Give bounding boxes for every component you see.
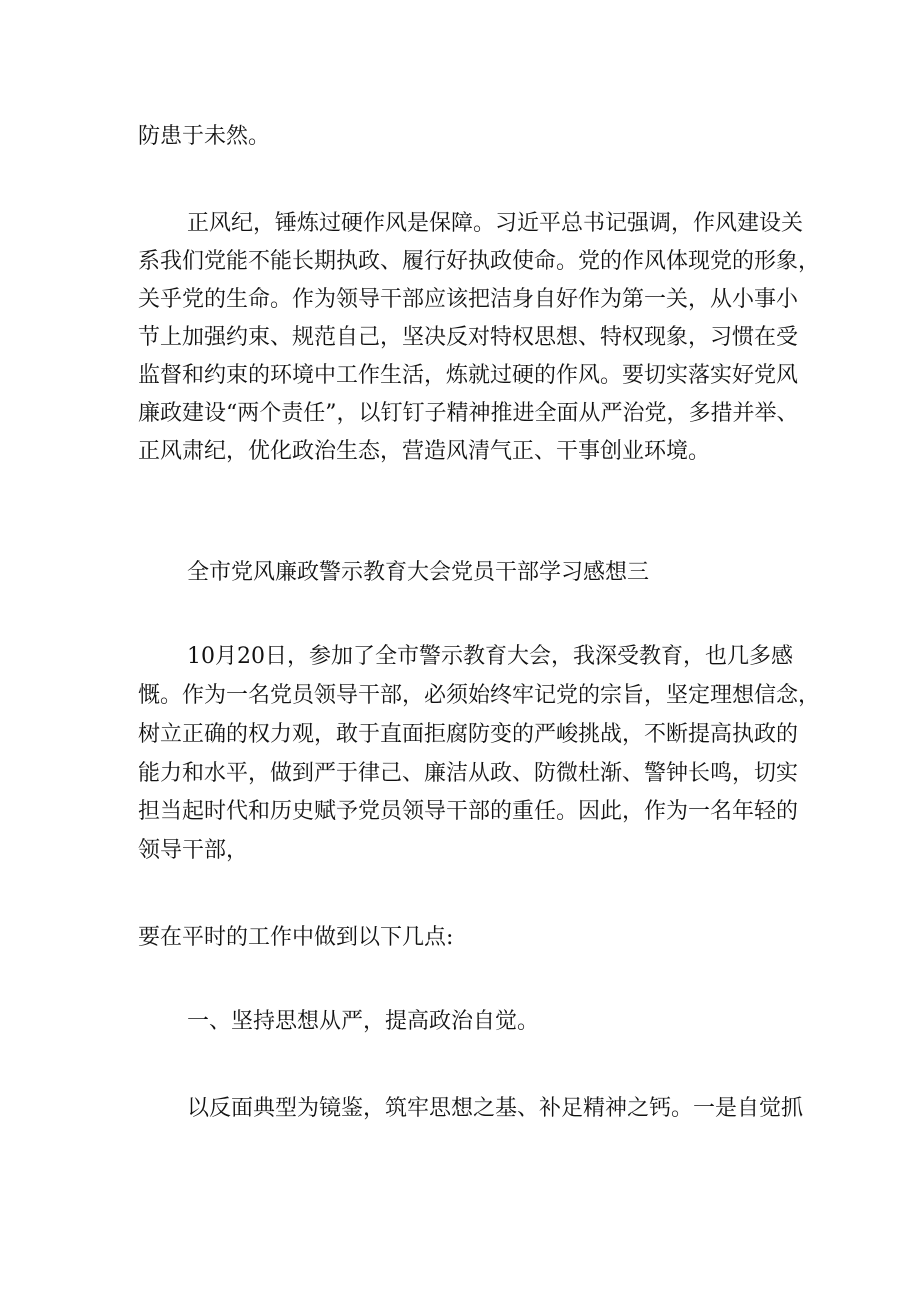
numbered-heading: 一、坚持思想从严，提高政治自觉。 xyxy=(187,1009,540,1034)
paragraph-line: 系我们党能不能长期执政、履行好执政使命。党的作风体现党的形象， xyxy=(138,249,821,274)
paragraph-line: 以反面典型为镜鉴，筑牢思想之基、补足精神之钙。一是自觉抓 xyxy=(187,1096,804,1121)
paragraph-line: 要在平时的工作中做到以下几点: xyxy=(138,925,454,950)
paragraph-line: 正风纪，锤炼过硬作风是保障。习近平总书记强调，作风建设关 xyxy=(187,211,804,236)
section-title: 全市党风廉政警示教育大会党员干部学习感想三 xyxy=(187,560,650,585)
paragraph-line: 慨。作为一名党员领导干部，必须始终牢记党的宗旨，坚定理想信念， xyxy=(138,683,821,708)
paragraph-line: 关乎党的生命。作为领导干部应该把洁身自好作为第一关，从小事小 xyxy=(138,287,799,312)
paragraph-line: 廉政建设“两个责任”，以钉钉子精神推进全面从严治党，多措并举、 xyxy=(138,401,799,426)
paragraph-line: 树立正确的权力观，敢于直面拒腐防变的严峻挑战，不断提高执政的 xyxy=(138,722,799,747)
paragraph-line: 监督和约束的环境中工作生活，炼就过硬的作风。要切实落实好党风 xyxy=(138,363,799,388)
paragraph-line: 担当起时代和历史赋予党员领导干部的重任。因此，作为一名年轻的 xyxy=(138,799,799,824)
paragraph-line: 节上加强约束、规范自己，坚决反对特权思想、特权现象，习惯在受 xyxy=(138,325,799,350)
paragraph-line: 能力和水平，做到严于律己、廉洁从政、防微杜渐、警钟长鸣，切实 xyxy=(138,761,799,786)
paragraph-line: 10月20日，参加了全市警示教育大会，我深受教育，也几多感 xyxy=(187,644,793,669)
paragraph-line: 领导干部， xyxy=(138,838,249,863)
paragraph-line: 防患于未然。 xyxy=(138,124,271,149)
paragraph-line: 正风肃纪，优化政治生态，营造风清气正、干事创业环境。 xyxy=(138,439,711,464)
